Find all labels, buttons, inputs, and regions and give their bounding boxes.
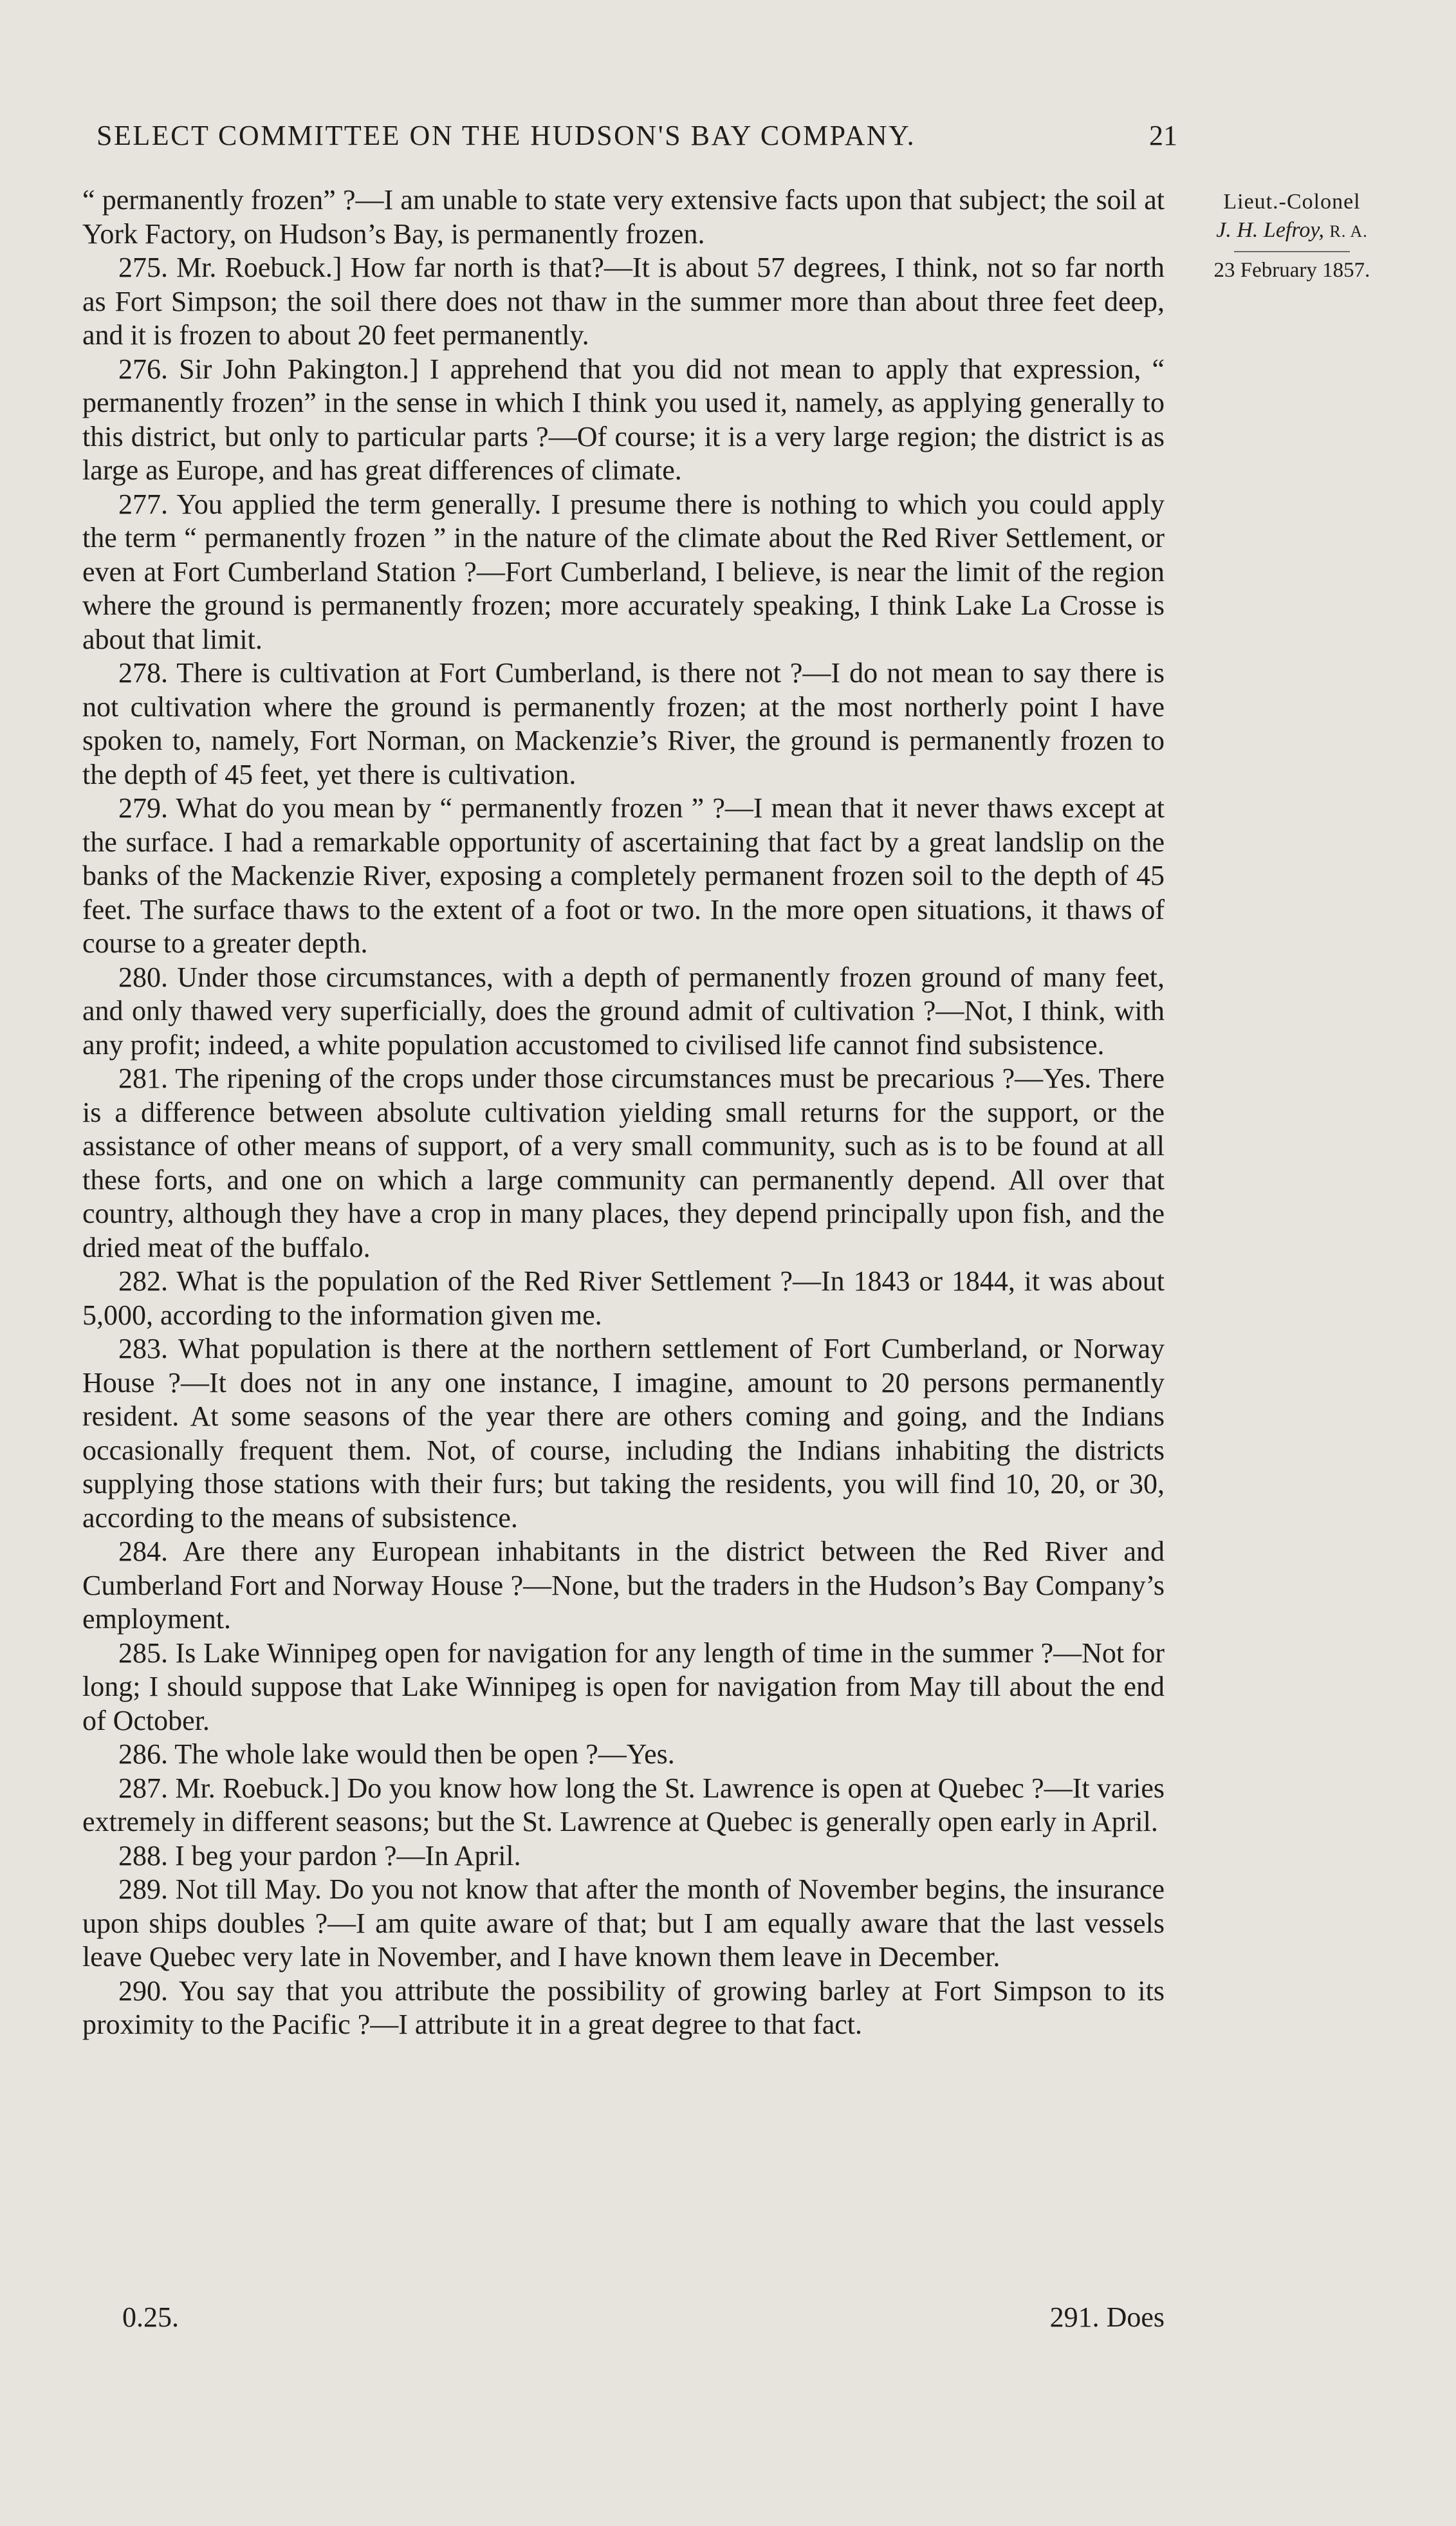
witness-rank: Lieut.-Colonel [1223,190,1361,214]
paragraph-text: You applied the term generally. I presume there is nothing to which you could apply the term “ permanently frozen ” in the nature of the climate about the Red River Settlement, or even at Fort Cumberland Station ?—Fort Cumberland, I believe, is near the limit of the region where the ground is permanently frozen; more accurately speaking, I think Lake La Crosse is about that limit. [82,488,1165,655]
question-number: 279. [118,792,168,824]
question-number: 280. [118,961,168,993]
paragraph-text: You say that you attribute the possibility of growing barley at Fort Simpson to its proximity to the Pacific ?—I attribute it in a great degree to that fact. [82,1974,1165,2040]
evidence-paragraph [82,656,1165,792]
paragraph-text: I beg your pardon ?—In April. [175,1839,521,1871]
question-number: 284. [118,1536,168,1567]
question-number: 288. [118,1839,168,1871]
question-number: 290. [118,1974,168,2007]
evidence-paragraph [82,1738,1165,1772]
evidence-paragraph [82,961,1165,1063]
question-number: 282. [118,1265,168,1297]
question-number: 281. [118,1063,168,1094]
evidence-paragraph [82,1535,1165,1637]
evidence-paragraph [82,1062,1165,1265]
evidence-paragraph [82,1332,1165,1535]
header-title: SELECT COMMITTEE ON THE HUDSON'S BAY COMPANY. [97,120,916,151]
paragraph-text: What population is there at the northern settlement of Fort Cumberland, or Norway House ?—It does not in any one instance, I imagine, amount to 20 persons permanently resident. At some seasons of the year there are others coming and going, and the Indians occasionally frequent them. Not, of course, including the Indians inhabiting the districts supplying those stations with their furs; but taking the residents, you will find 10, 20, or 30, according to the means of subsistence. [82,1333,1165,1534]
question-number: 275. [118,252,168,283]
paragraph-text: The ripening of the crops under those circumstances must be precarious ?—Yes. There is a difference between absolute cultivation yielding small returns for the support, or the assistance of other means of support, of a very small community, such as is to be found at all these forts, and one on which a large community can permanently depend. All over that country, although they have a crop in many places, they depend principally upon fish, and the dried meat of the buffalo. [82,1063,1165,1263]
evidence-paragraph [82,792,1165,961]
paragraph-text: Under those circumstances, with a depth of permanently frozen ground of many feet, and only thawed very superficially, does the ground admit of cultivation ?—Not, I think, with any profit; indeed, a white population accustomed to civilised life cannot find subsistence. [82,961,1165,1061]
page-number: 21 [1149,120,1177,151]
paragraph-text: Sir John Pakington.] I apprehend that you did not mean to apply that expression, “ permanently frozen” in the sense in which I think you used it, namely, as applying generally to this district, but only to particular parts ?—Of course; it is a very large region; the district is as large as Europe, and has great differences of climate. [82,353,1165,486]
question-number: 287. [118,1772,168,1804]
paragraph-text: “ permanently frozen” ?—I am unable to state very extensive facts upon that subject; the soil at York Factory, on Hudson’s Bay, is permanently frozen. [82,184,1165,250]
witness-name: J. H. Lefroy, [1216,218,1325,242]
evidence-paragraph [82,1839,1165,1873]
question-number: 277. [118,488,168,520]
question-number: 286. [118,1738,168,1770]
evidence-date: 23 February 1857. [1213,259,1370,282]
margin-rule [1234,251,1350,252]
question-number: 276. [118,353,168,385]
evidence-paragraph [82,1772,1165,1839]
margin-note [1183,188,1401,284]
evidence-paragraph [82,353,1165,488]
question-number: 283. [118,1333,168,1364]
paragraph-text: The whole lake would then be open ?—Yes. [174,1738,675,1770]
question-number: 278. [118,657,168,689]
paragraph-text: Is Lake Winnipeg open for navigation for any length of time in the summer ?—Not for long; I should suppose that Lake Winnipeg is open for navigation from May till about the end of October. [82,1637,1165,1736]
evidence-paragraph [82,488,1165,657]
catchword: 291. Does [1049,2301,1165,2333]
paragraph-text: Are there any European inhabitants in the district between the Red River and Cumberland Fort and Norway House ?—None, but the traders in the Hudson’s Bay Company’s employment. [82,1536,1165,1635]
witness-name-line [1183,216,1401,246]
paragraph-text: What do you mean by “ permanently frozen ” ?—I mean that it never thaws except at the surface. I had a remarkable opportunity of ascertaining that fact by a great landslip on the banks of the Mackenzie River, exposing a completely permanent frozen soil to the depth of 45 feet. The surface thaws to the extent of a foot or two. In the more open situations, it thaws of course to a greater depth. [82,792,1165,959]
running-header [97,119,1177,152]
evidence-paragraph [82,1637,1165,1738]
printer-signature: 0.25. [122,2301,179,2333]
evidence-paragraph [82,1974,1165,2042]
paragraph-text: Not till May. Do you not know that after the month of November begins, the insurance upon ships doubles ?—I am quite aware of that; but I am equally aware that the last vessels leave Quebec very late in November, and I have known them leave in December. [82,1873,1165,1973]
paragraph-text: Mr. Roebuck.] Do you know how long the St. Lawrence is open at Quebec ?—It varies extremely in different seasons; but the St. Lawrence at Quebec is generally open early in April. [82,1772,1165,1837]
evidence-paragraph [82,251,1165,353]
page-footer [122,2301,1165,2334]
paragraph-text: There is cultivation at Fort Cumberland, is there not ?—I do not mean to say there is not cultivation where the ground is permanently frozen; at the most northerly point I have spoken to, namely, Fort Norman, on Mackenzie’s River, the ground is permanently frozen to the depth of 45 feet, yet there is cultivation. [82,657,1165,790]
evidence-paragraph [82,183,1165,251]
evidence-paragraph [82,1265,1165,1332]
paragraph-text: What is the population of the Red River Settlement ?—In 1843 or 1844, it was about 5,000, according to the information given me. [82,1265,1165,1331]
paragraph-text: Mr. Roebuck.] How far north is that?—It is about 57 degrees, I think, not so far north as Fort Simpson; the soil there does not thaw in the summer more than about three feet deep, and it is frozen to about 20 feet permanently. [82,252,1165,351]
evidence-body [82,183,1165,2042]
evidence-paragraph [82,1873,1165,1974]
question-number: 285. [118,1637,168,1669]
question-number: 289. [118,1873,168,1905]
witness-suffix: R. A. [1329,222,1368,241]
